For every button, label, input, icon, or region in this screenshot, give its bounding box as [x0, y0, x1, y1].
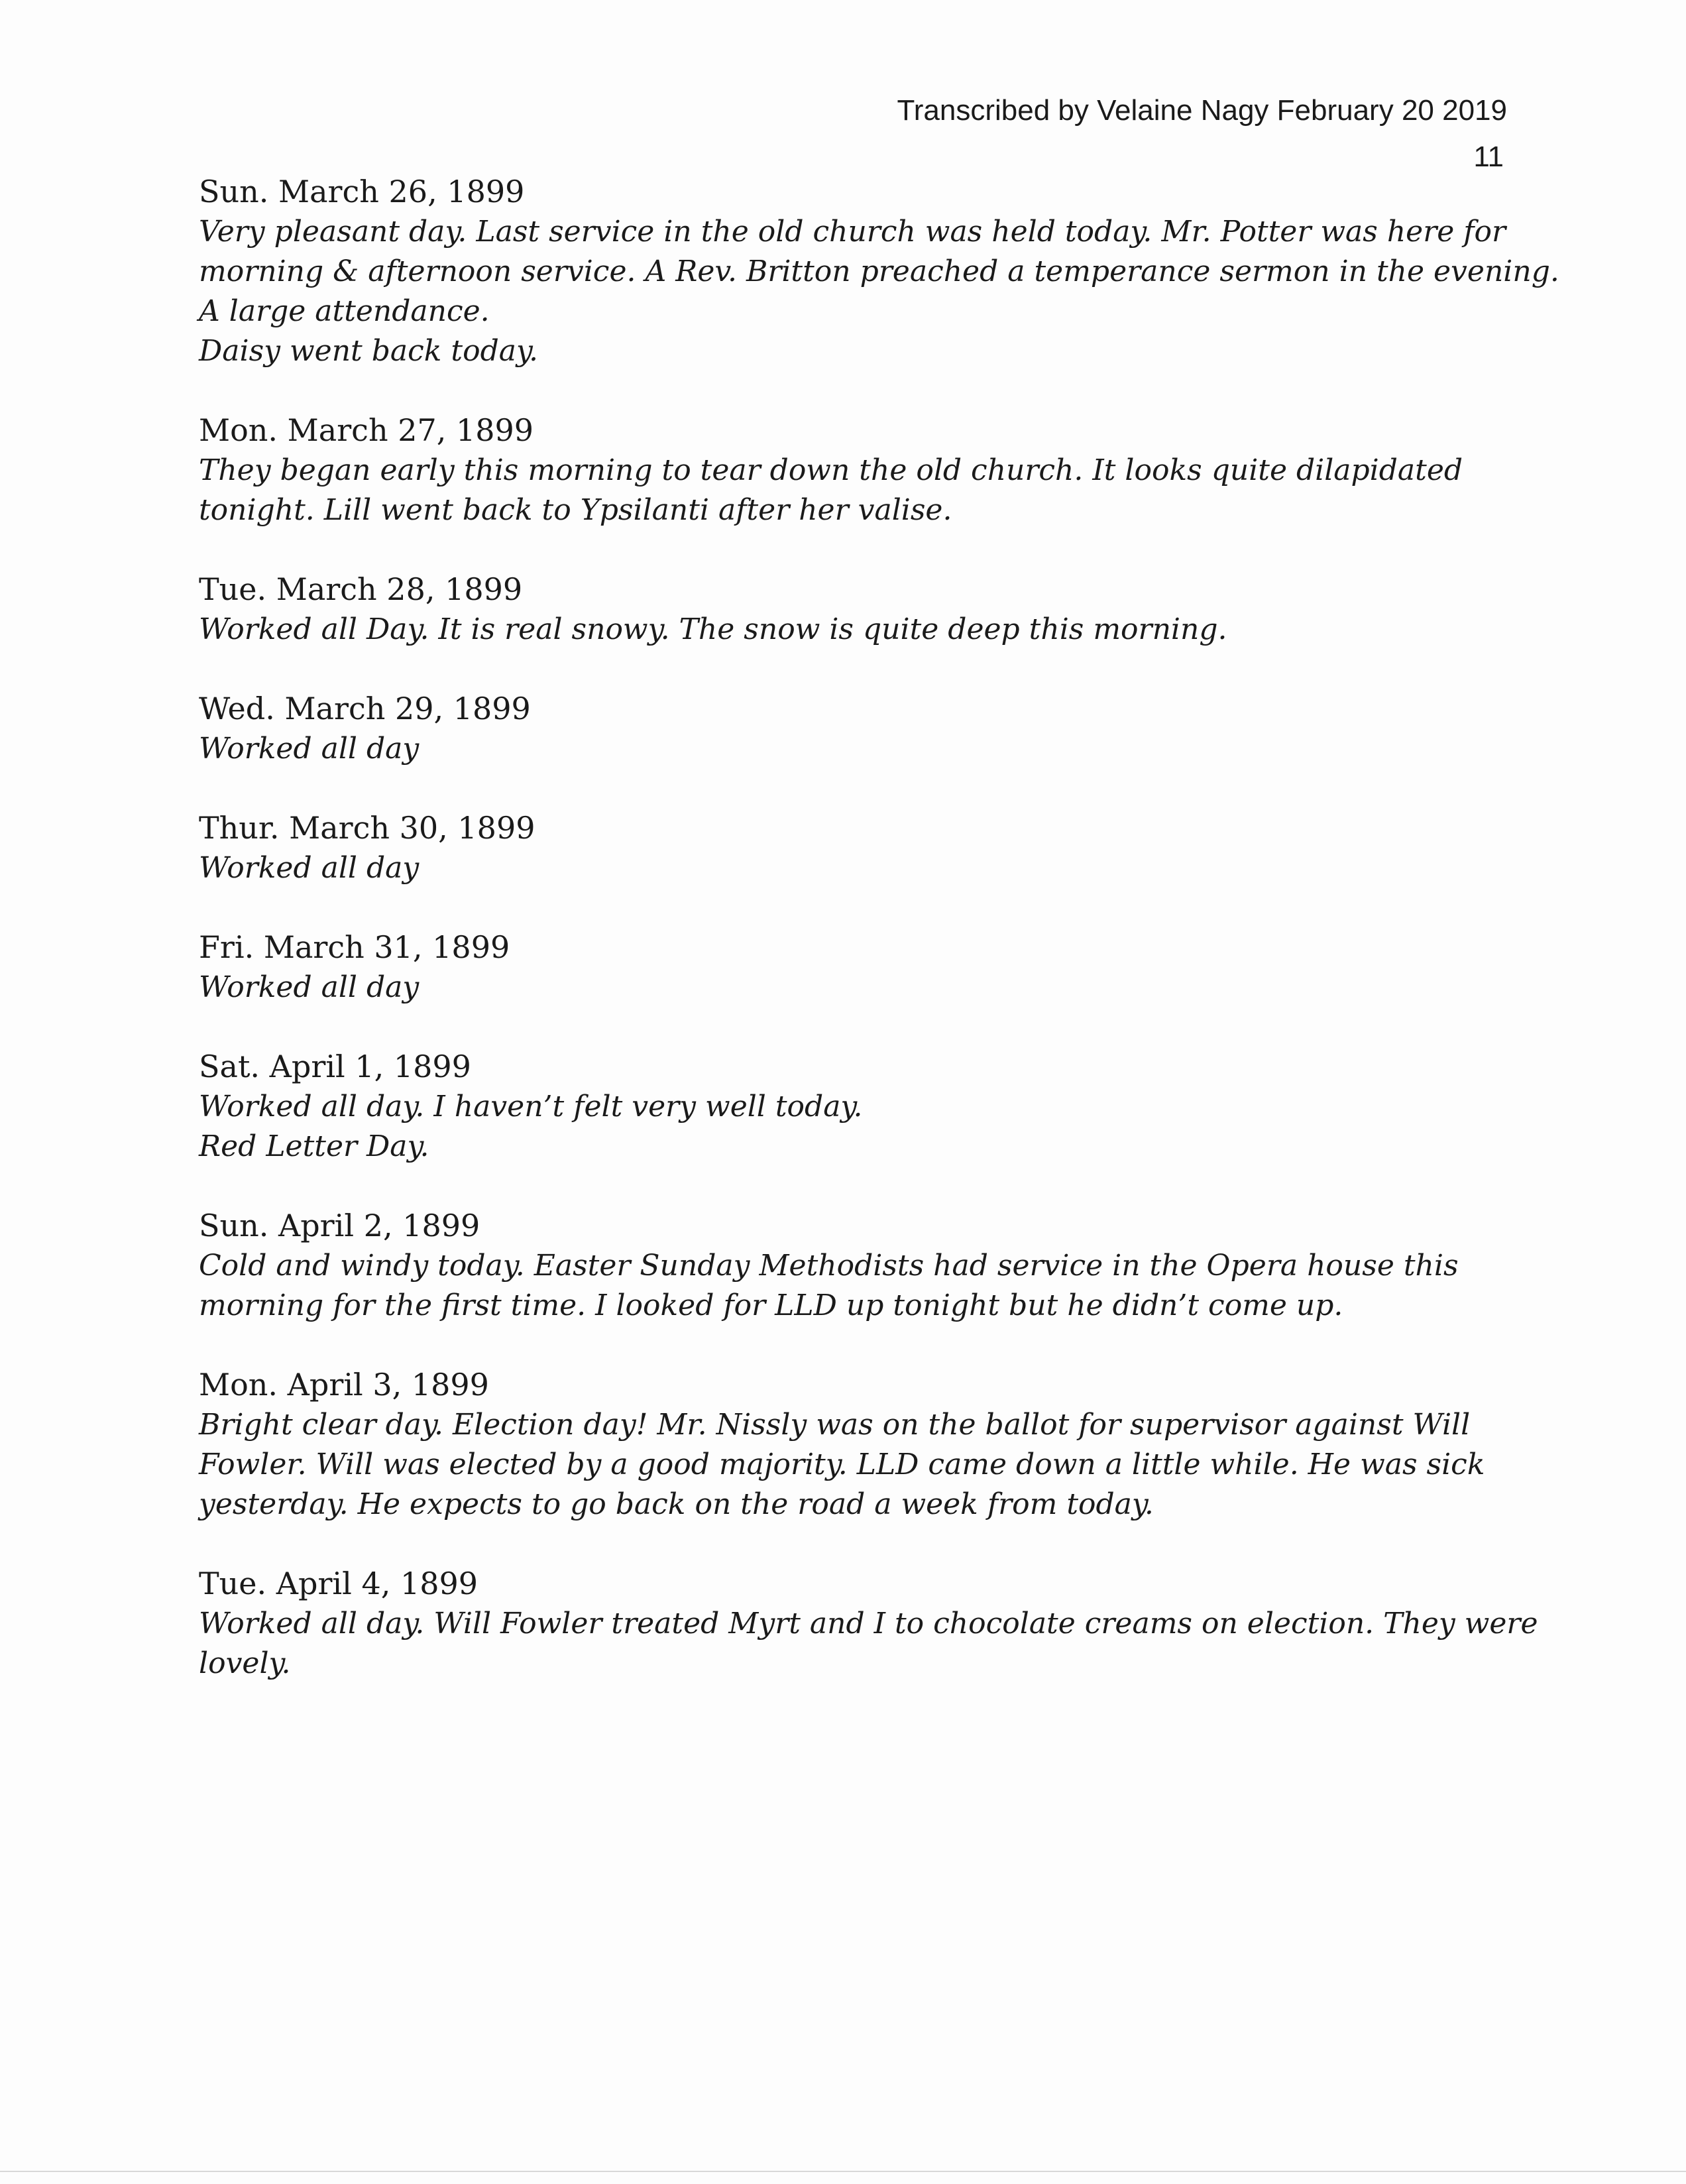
- entry-text-line: morning for the first time. I looked for LLD up tonight but he didn’t come up.: [199, 1289, 1343, 1322]
- entry-date: Fri. March 31, 1899: [199, 929, 510, 965]
- diary-entries: [199, 171, 1559, 1722]
- diary-entry: [199, 688, 1524, 769]
- diary-entry: [199, 927, 1524, 1007]
- diary-entry: [199, 171, 1559, 371]
- diary-entry: [199, 1205, 1524, 1326]
- entry-date: Thur. March 30, 1899: [199, 810, 535, 846]
- diary-entry: [199, 807, 1524, 888]
- entry-date: Sat. April 1, 1899: [199, 1049, 471, 1084]
- entry-text-line: Worked all day. Will Fowler treated Myrt and I to chocolate creams on election. They were: [199, 1607, 1538, 1640]
- entry-text-line: Worked all day: [199, 851, 420, 885]
- entry-date: Tue. March 28, 1899: [199, 571, 523, 607]
- entry-text-line: Daisy went back today.: [199, 334, 538, 368]
- entry-date: Mon. March 27, 1899: [199, 412, 534, 448]
- entry-text-line: Worked all day: [199, 732, 420, 766]
- entry-date: Wed. March 29, 1899: [199, 691, 531, 726]
- diary-entry: [199, 1563, 1538, 1684]
- entry-text-line: A large attendance.: [199, 294, 490, 328]
- entry-text-line: Worked all Day. It is real snowy. The snow is quite deep this morning.: [199, 612, 1227, 646]
- entry-text-line: Red Letter Day.: [199, 1129, 429, 1163]
- diary-entry: [199, 410, 1524, 530]
- entry-date: Sun. April 2, 1899: [199, 1208, 480, 1243]
- entry-date: Sun. March 26, 1899: [199, 174, 525, 209]
- entry-text-line: tonight. Lill went back to Ypsilanti after her valise.: [199, 493, 952, 527]
- entry-text-line: Worked all day: [199, 970, 420, 1004]
- entry-date: Mon. April 3, 1899: [199, 1367, 489, 1403]
- diary-entry: [199, 569, 1524, 650]
- entry-text-line: They began early this morning to tear down the old church. It looks quite dilapidated: [199, 453, 1463, 487]
- entry-text-line: Fowler. Will was elected by a good majority. LLD came down a little while. He was sick: [199, 1448, 1485, 1481]
- entry-text-line: yesterday. He expects to go back on the road a week from today.: [199, 1487, 1154, 1521]
- scan-edge-divider: [0, 2171, 1686, 2172]
- diary-entry: [199, 1046, 1524, 1167]
- entry-text-line: morning & afternoon service. A Rev. Britton preached a temperance sermon in the evening.: [199, 255, 1559, 288]
- entry-text-line: Worked all day. I haven’t felt very well today.: [199, 1090, 863, 1123]
- transcription-note: Transcribed by Velaine Nagy February 20 2019: [897, 94, 1507, 127]
- entry-text-line: lovely.: [199, 1646, 291, 1680]
- entry-date: Tue. April 4, 1899: [199, 1566, 478, 1601]
- page-number: 11: [1473, 141, 1504, 173]
- entry-text-line: Cold and windy today. Easter Sunday Methodists had service in the Opera house this: [199, 1249, 1459, 1283]
- entry-text-line: Bright clear day. Election day! Mr. Nissly was on the ballot for supervisor against Will: [199, 1408, 1471, 1442]
- diary-entry: [199, 1364, 1524, 1524]
- entry-text-line: Very pleasant day. Last service in the old church was held today. Mr. Potter was here for: [199, 215, 1506, 249]
